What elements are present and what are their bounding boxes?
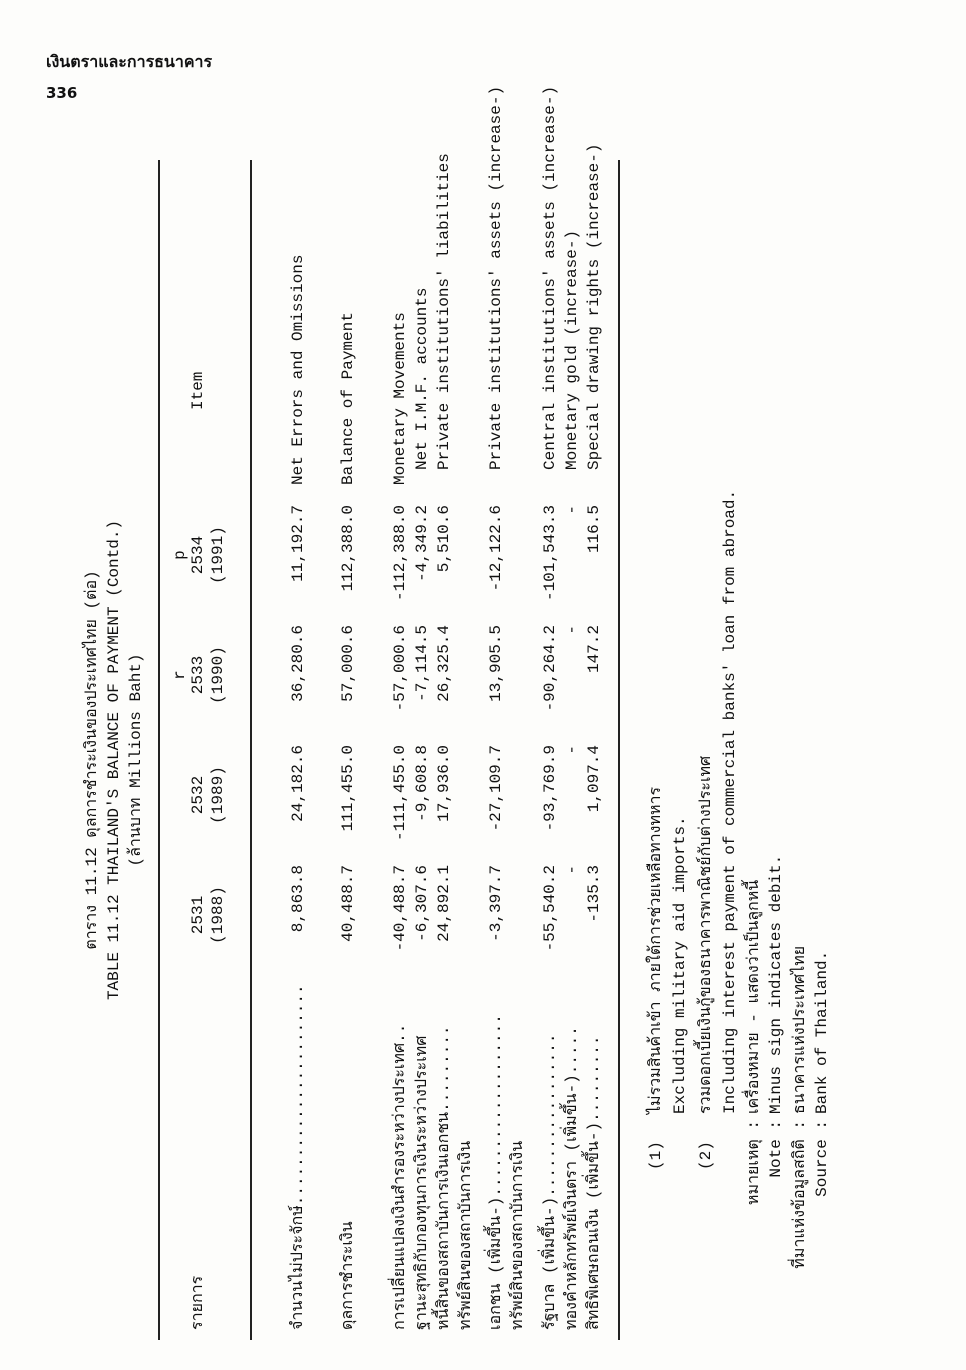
table-row-label-english: Special drawing rights (increase-) [585,143,603,470]
table-cell: 24,892.1 [435,865,453,942]
footnote-2-english: Including interest payment of commercial banks' loan from abroad. [721,489,739,1114]
source-text-thai: ธนาคารแห่งประเทศไทย [791,945,809,1114]
table-cell: -27,109.7 [487,745,505,832]
table-units: (ล้านบาท Millions Baht) [127,653,145,867]
table-cell: - [563,505,581,515]
page-number: 336 [46,84,78,102]
header-year-4: 2534 [189,535,207,575]
table-row-label-english: Net I.M.F. accounts [413,287,431,470]
table-cell: - [563,865,581,875]
table-row-label: เอกชน (เพิ่มขึ้น-)................... [487,1014,505,1330]
table-cell: 112,388.0 [339,505,357,592]
header-item-english: Item [189,371,207,410]
table-row-label: สิทธิพิเศษถอนเงิน (เพิ่มขึ้น-)......... [585,1035,603,1330]
table-row-label-english: Net Errors and Omissions [289,254,307,485]
table-cell: - [563,745,581,755]
table-cell: 40,488.7 [339,865,357,942]
table-row-label: ทรัพย์สินของสถาบันการเงิน [457,1140,475,1330]
header-year-4-en: (1991) [209,526,227,584]
table-row-label-english: Private institutions' liabilities [435,153,453,470]
table-cell: -111,455.0 [391,745,409,842]
table-cell: 8,863.8 [289,865,307,933]
table-cell: 147.2 [585,625,603,674]
source-label-english: Source : [813,1120,831,1197]
top-rule [158,160,160,1340]
table-cell: -101,543.3 [541,505,559,602]
table-cell: -4,349.2 [413,505,431,582]
bottom-rule [618,160,620,1340]
table-cell: -55,540.2 [541,865,559,952]
table-cell: -112,388.0 [391,505,409,602]
table-cell: 57,000.6 [339,625,357,702]
table-row-label: ทรัพย์สินของสถาบันการเงิน [509,1140,527,1330]
table-row-label: การเปลี่ยนแปลงเงินสำรองระหว่างประเทศ.. [391,1023,409,1330]
note-text-thai: เครื่องหมาย - แสดงว่าเป็นลูกหนี้ [745,879,763,1114]
header-year-1-en: (1988) [209,886,227,944]
table-cell: -135.3 [585,865,603,923]
note-label-english: Note : [767,1120,785,1178]
header-rule [250,160,252,1340]
header-year-3-mark: r [171,670,189,680]
header-year-3-en: (1990) [209,646,227,704]
table-cell: -6,307.6 [413,865,431,942]
table-cell: 36,280.6 [289,625,307,702]
table-title-english: TABLE 11.12 THAILAND'S BALANCE OF PAYMENT (Contd.) [105,519,123,1001]
header-year-3: 2533 [189,655,207,695]
header-year-2: 2532 [189,775,207,815]
table-cell: -9,608.8 [413,745,431,822]
table-cell: 1,097.4 [585,745,603,813]
table-row-label: ฐานะสุทธิกับกองทุนการเงินระหว่างประเทศ [413,1035,431,1330]
footnote-2-thai: รวมดอกเบี้ยเงินกู้ของธนาคารพาณิชย์กับต่างประเทศ [697,755,715,1114]
table-row-label: หนี้สินของสถาบันการเงินเอกชน......... [435,1025,453,1330]
header-item-thai: รายการ [189,1275,207,1330]
table-row-label: จำนวนไม่ประจักษ์....................... [289,984,307,1330]
table-title-thai: ตาราง 11.12 ดุลการชำระเงินของประเทศไทย (ต่อ) [83,570,101,950]
footnote-1-mark: (1) [647,1141,665,1170]
footnote-1-english: Excluding military aid imports. [671,816,689,1114]
header-year-1: 2531 [189,895,207,935]
table-cell: 11,192.7 [289,505,307,582]
table-row-label: ทองคำหลักทรัพย์เงินตรา (เพิ่มขึ้น-)..... [563,1026,581,1330]
table-cell: -40,488.7 [391,865,409,952]
table-cell: - [563,625,581,635]
table-row-label-english: Balance of Payment [339,312,357,485]
table-cell: 5,510.6 [435,505,453,573]
table-cell: -3,397.7 [487,865,505,942]
table-cell: 13,905.5 [487,625,505,702]
table-cell: 17,936.0 [435,745,453,822]
source-text-english: Bank of Thailand. [813,950,831,1114]
table-cell: -93,769.9 [541,745,559,832]
note-text-english: Minus sign indicates debit. [767,854,785,1114]
source-label-thai: ที่มาแห่งข้อมูลสถิติ : [791,1120,809,1269]
table-row-label-english: Central institutions' assets (increase-) [541,85,559,470]
table-cell: -90,264.2 [541,625,559,712]
table-cell: -7,114.5 [413,625,431,702]
table-row-label-english: Private institutions' assets (increase-) [487,85,505,470]
table-cell: 116.5 [585,505,603,554]
footnote-2-mark: (2) [697,1141,715,1170]
note-label-thai: หมายเหตุ : [745,1120,763,1206]
table-row-label: ดุลการชำระเงิน [339,1221,357,1330]
table-cell: -57,000.6 [391,625,409,712]
table-cell: 24,182.6 [289,745,307,822]
table-cell: -12,122.6 [487,505,505,592]
table-row-label: รัฐบาล (เพิ่มขึ้น-)................. [541,1033,559,1330]
table-cell: 111,455.0 [339,745,357,832]
header-year-2-en: (1989) [209,766,227,824]
table-cell: 26,325.4 [435,625,453,702]
footnote-1-thai: ไม่รวมสินค้าเข้า ภายใต้การช่วยเหลือทางทหาร [647,786,665,1114]
table-row-label-english: Monetary Movements [391,312,409,485]
running-title: เงินตราและการธนาคาร [46,52,213,71]
table-row-label-english: Monetary gold (increase-) [563,229,581,470]
header-year-4-mark: p [171,550,189,560]
